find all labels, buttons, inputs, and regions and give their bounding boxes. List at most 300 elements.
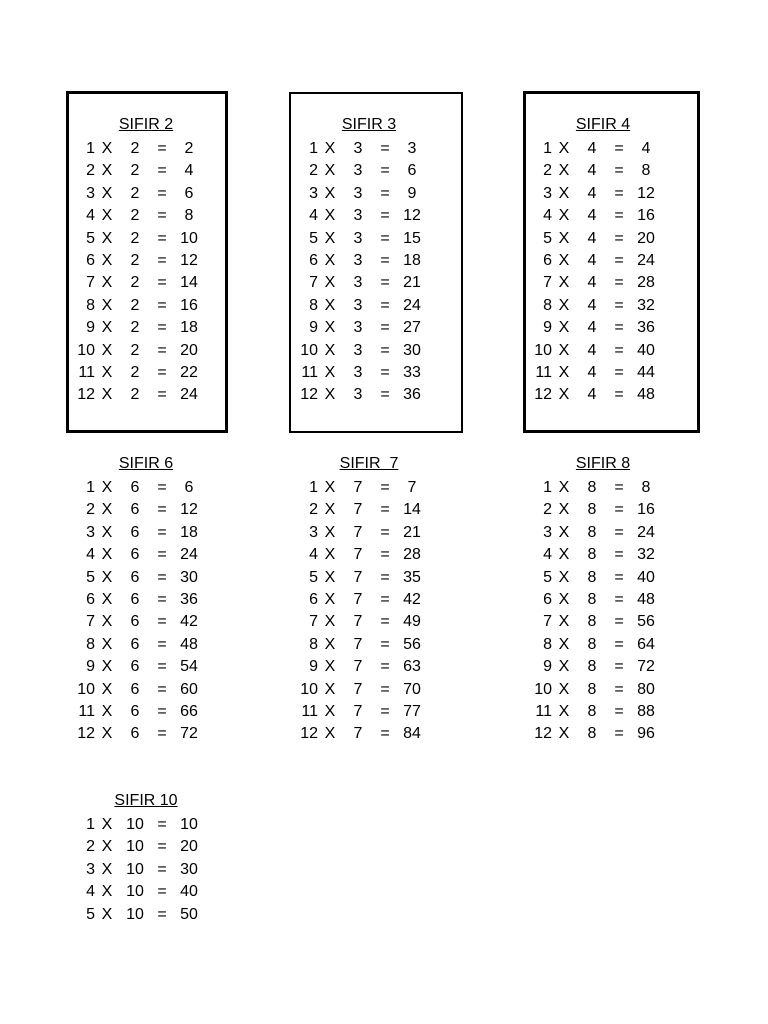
equals-sign: = xyxy=(614,162,624,180)
equals-sign: = xyxy=(157,140,167,157)
times-sign: X xyxy=(324,162,336,180)
times-sign: X xyxy=(101,140,113,157)
product-value: 28 xyxy=(403,546,421,564)
equals-sign: = xyxy=(614,207,624,225)
product-value: 40 xyxy=(637,568,655,586)
multiplier-number: 4 xyxy=(309,546,318,564)
table-factor: 6 xyxy=(130,479,140,496)
equals-sign: = xyxy=(157,274,167,292)
multiplier-number: 7 xyxy=(543,274,552,292)
multiplier-number: 3 xyxy=(86,860,95,878)
table-factor: 8 xyxy=(587,479,597,496)
table-factor: 8 xyxy=(587,568,597,586)
multiplier-number: 1 xyxy=(543,479,552,496)
product-value: 48 xyxy=(180,635,198,653)
product-value: 7 xyxy=(407,479,417,496)
product-value: 18 xyxy=(180,319,198,337)
equals-sign: = xyxy=(157,860,167,878)
multiplier-number: 6 xyxy=(543,591,552,608)
equals-sign: = xyxy=(157,883,167,901)
table-factor: 10 xyxy=(126,860,144,878)
table-row xyxy=(528,544,668,566)
product-value: 24 xyxy=(180,386,198,404)
product-value: 15 xyxy=(403,229,421,247)
multiplier-number: 9 xyxy=(309,658,318,676)
product-value: 22 xyxy=(180,364,198,381)
equals-sign: = xyxy=(614,568,624,586)
table-row xyxy=(294,477,434,499)
multiplier-number: 9 xyxy=(543,658,552,676)
equals-sign: = xyxy=(614,386,624,404)
table-factor: 7 xyxy=(353,479,363,496)
times-sign: X xyxy=(558,635,570,653)
product-value: 4 xyxy=(641,140,651,157)
table-factor: 3 xyxy=(353,296,363,314)
product-value: 36 xyxy=(180,591,198,608)
times-sign: X xyxy=(324,635,336,653)
multiplier-number: 4 xyxy=(86,546,95,564)
table-factor: 6 xyxy=(130,523,140,541)
product-value: 44 xyxy=(637,364,655,381)
equals-sign: = xyxy=(614,546,624,564)
multiplier-number: 5 xyxy=(86,229,95,247)
table-factor: 2 xyxy=(130,296,140,314)
multiplier-number: 2 xyxy=(309,162,318,180)
multiplier-number: 11 xyxy=(301,703,318,720)
table-factor: 4 xyxy=(587,319,597,337)
table-row xyxy=(71,522,211,544)
equals-sign: = xyxy=(380,140,390,157)
table-row xyxy=(528,340,668,362)
product-value: 24 xyxy=(637,252,655,269)
multiplier-number: 2 xyxy=(86,501,95,519)
table-factor: 3 xyxy=(353,140,363,157)
times-sign: X xyxy=(324,501,336,519)
product-value: 10 xyxy=(180,816,198,833)
multiplier-number: 3 xyxy=(543,184,552,202)
table-row xyxy=(71,272,211,294)
multiplier-number: 2 xyxy=(86,838,95,856)
times-sign: X xyxy=(558,725,570,743)
times-sign: X xyxy=(324,341,336,359)
equals-sign: = xyxy=(380,162,390,180)
multiplier-number: 4 xyxy=(543,546,552,564)
table-factor: 6 xyxy=(130,591,140,608)
times-sign: X xyxy=(558,319,570,337)
equals-sign: = xyxy=(157,296,167,314)
times-sign: X xyxy=(101,184,113,202)
equals-sign: = xyxy=(614,501,624,519)
multiplier-number: 6 xyxy=(86,252,95,269)
multiplier-number: 3 xyxy=(309,523,318,541)
equals-sign: = xyxy=(380,523,390,541)
table-factor: 4 xyxy=(587,184,597,202)
times-sign: X xyxy=(324,386,336,404)
equals-sign: = xyxy=(157,546,167,564)
multiplier-number: 12 xyxy=(534,386,552,404)
table-factor: 8 xyxy=(587,591,597,608)
table-factor: 3 xyxy=(353,184,363,202)
times-sign: X xyxy=(558,252,570,269)
table-factor: 2 xyxy=(130,319,140,337)
equals-sign: = xyxy=(157,162,167,180)
table-factor: 4 xyxy=(587,364,597,381)
table-row xyxy=(71,160,211,182)
product-value: 48 xyxy=(637,386,655,404)
product-value: 16 xyxy=(637,207,655,225)
table-title: SIFIR 7 xyxy=(339,455,399,472)
times-sign: X xyxy=(558,501,570,519)
equals-sign: = xyxy=(157,816,167,833)
table-row xyxy=(294,250,434,272)
table-row xyxy=(294,589,434,611)
table-factor: 6 xyxy=(130,635,140,653)
product-value: 18 xyxy=(180,523,198,541)
times-sign: X xyxy=(558,613,570,631)
times-sign: X xyxy=(101,386,113,404)
table-row xyxy=(528,589,668,611)
table-row xyxy=(294,499,434,521)
multiplier-number: 12 xyxy=(300,725,318,743)
table-row xyxy=(71,814,211,836)
table-factor: 6 xyxy=(130,568,140,586)
product-value: 42 xyxy=(180,613,198,631)
table-row xyxy=(71,295,211,317)
table-factor: 7 xyxy=(353,703,363,720)
table-factor: 8 xyxy=(587,613,597,631)
product-value: 36 xyxy=(637,319,655,337)
times-sign: X xyxy=(101,207,113,225)
table-row xyxy=(71,138,211,160)
table-row xyxy=(71,183,211,205)
product-value: 80 xyxy=(637,680,655,698)
equals-sign: = xyxy=(380,658,390,676)
multiplier-number: 4 xyxy=(543,207,552,225)
times-sign: X xyxy=(101,341,113,359)
multiplier-number: 8 xyxy=(309,635,318,653)
table-factor: 8 xyxy=(587,501,597,519)
times-sign: X xyxy=(558,364,570,381)
equals-sign: = xyxy=(614,274,624,292)
multiplier-number: 10 xyxy=(534,680,552,698)
product-value: 24 xyxy=(637,523,655,541)
times-sign: X xyxy=(324,680,336,698)
table-factor: 4 xyxy=(587,162,597,180)
table-factor: 3 xyxy=(353,274,363,292)
equals-sign: = xyxy=(157,479,167,496)
table-row xyxy=(528,522,668,544)
multiplier-number: 10 xyxy=(77,341,95,359)
product-value: 8 xyxy=(641,479,651,496)
equals-sign: = xyxy=(157,341,167,359)
multiplier-number: 3 xyxy=(86,184,95,202)
times-sign: X xyxy=(101,501,113,519)
product-value: 30 xyxy=(403,341,421,359)
product-value: 6 xyxy=(184,479,194,496)
product-value: 35 xyxy=(403,568,421,586)
table-factor: 8 xyxy=(587,523,597,541)
table-row xyxy=(71,701,211,723)
table-row xyxy=(528,205,668,227)
product-value: 3 xyxy=(407,140,417,157)
table-factor: 2 xyxy=(130,274,140,292)
product-value: 9 xyxy=(407,184,417,202)
product-value: 49 xyxy=(403,613,421,631)
multiplier-number: 5 xyxy=(543,568,552,586)
multiplier-number: 12 xyxy=(300,386,318,404)
table-row xyxy=(294,160,434,182)
equals-sign: = xyxy=(157,184,167,202)
table-row xyxy=(294,611,434,633)
multiplier-number: 8 xyxy=(309,296,318,314)
equals-sign: = xyxy=(157,591,167,608)
table-factor: 2 xyxy=(130,184,140,202)
times-sign: X xyxy=(558,479,570,496)
product-value: 54 xyxy=(180,658,198,676)
table-row xyxy=(528,183,668,205)
times-sign: X xyxy=(101,635,113,653)
times-sign: X xyxy=(324,140,336,157)
table-row xyxy=(294,634,434,656)
table-row xyxy=(294,295,434,317)
table-factor: 3 xyxy=(353,341,363,359)
product-value: 20 xyxy=(180,341,198,359)
table-row xyxy=(71,544,211,566)
table-factor: 3 xyxy=(353,364,363,381)
times-sign: X xyxy=(558,184,570,202)
table-factor: 3 xyxy=(353,386,363,404)
table-title: SIFIR 6 xyxy=(118,455,174,472)
product-value: 4 xyxy=(184,162,194,180)
table-factor: 3 xyxy=(353,319,363,337)
equals-sign: = xyxy=(380,319,390,337)
table-row xyxy=(528,295,668,317)
table-factor: 7 xyxy=(353,680,363,698)
equals-sign: = xyxy=(380,568,390,586)
table-row xyxy=(71,250,211,272)
table-factor: 2 xyxy=(130,162,140,180)
times-sign: X xyxy=(558,386,570,404)
times-sign: X xyxy=(101,546,113,564)
multiplier-number: 5 xyxy=(86,568,95,586)
multiplier-number: 8 xyxy=(86,296,95,314)
multiplier-number: 2 xyxy=(543,162,552,180)
table-factor: 6 xyxy=(130,658,140,676)
table-factor: 10 xyxy=(126,883,144,901)
product-value: 2 xyxy=(184,140,194,157)
product-value: 77 xyxy=(403,703,421,720)
table-factor: 2 xyxy=(130,252,140,269)
table-factor: 2 xyxy=(130,386,140,404)
table-factor: 7 xyxy=(353,635,363,653)
table-row xyxy=(71,205,211,227)
equals-sign: = xyxy=(380,207,390,225)
product-value: 36 xyxy=(403,386,421,404)
table-row xyxy=(294,679,434,701)
equals-sign: = xyxy=(157,680,167,698)
table-factor: 10 xyxy=(126,838,144,856)
product-value: 6 xyxy=(407,162,417,180)
equals-sign: = xyxy=(380,274,390,292)
product-value: 16 xyxy=(180,296,198,314)
multiplier-number: 12 xyxy=(77,386,95,404)
table-factor: 4 xyxy=(587,296,597,314)
table-row xyxy=(528,701,668,723)
product-value: 6 xyxy=(184,184,194,202)
table-row xyxy=(294,701,434,723)
times-sign: X xyxy=(101,364,113,381)
multiplier-number: 3 xyxy=(543,523,552,541)
equals-sign: = xyxy=(380,184,390,202)
product-value: 64 xyxy=(637,635,655,653)
table-row xyxy=(528,228,668,250)
product-value: 21 xyxy=(403,274,421,292)
table-factor: 8 xyxy=(587,546,597,564)
table-row xyxy=(528,634,668,656)
table-factor: 10 xyxy=(126,816,144,833)
table-factor: 8 xyxy=(587,635,597,653)
table-row xyxy=(294,228,434,250)
multiplier-number: 8 xyxy=(543,296,552,314)
times-sign: X xyxy=(324,184,336,202)
multiplier-number: 7 xyxy=(309,274,318,292)
times-sign: X xyxy=(101,725,113,743)
multiplier-number: 3 xyxy=(86,523,95,541)
times-sign: X xyxy=(324,546,336,564)
table-row xyxy=(528,679,668,701)
product-value: 72 xyxy=(180,725,198,743)
times-sign: X xyxy=(101,703,113,720)
table-factor: 8 xyxy=(587,658,597,676)
table-row xyxy=(71,634,211,656)
product-value: 88 xyxy=(637,703,655,720)
table-row xyxy=(71,881,211,903)
table-row xyxy=(71,567,211,589)
table-row xyxy=(71,656,211,678)
times-sign: X xyxy=(324,319,336,337)
multiplier-number: 3 xyxy=(309,184,318,202)
product-value: 42 xyxy=(403,591,421,608)
product-value: 12 xyxy=(637,184,655,202)
table-title: SIFIR 8 xyxy=(575,455,631,472)
table-factor: 7 xyxy=(353,658,363,676)
product-value: 60 xyxy=(180,680,198,698)
times-sign: X xyxy=(324,725,336,743)
product-value: 20 xyxy=(180,838,198,856)
table-factor: 4 xyxy=(587,341,597,359)
times-sign: X xyxy=(101,479,113,496)
table-row xyxy=(294,138,434,160)
product-value: 18 xyxy=(403,252,421,269)
table-row xyxy=(294,723,434,745)
equals-sign: = xyxy=(380,546,390,564)
table-row xyxy=(528,160,668,182)
table-row xyxy=(71,904,211,926)
table-row xyxy=(71,611,211,633)
table-row xyxy=(294,544,434,566)
times-sign: X xyxy=(101,613,113,631)
table-title: SIFIR 3 xyxy=(341,116,397,133)
equals-sign: = xyxy=(614,229,624,247)
table-row xyxy=(528,138,668,160)
product-value: 56 xyxy=(637,613,655,631)
times-sign: X xyxy=(324,658,336,676)
table-row xyxy=(294,522,434,544)
multiplier-number: 2 xyxy=(309,501,318,519)
table-row xyxy=(71,836,211,858)
multiplier-number: 10 xyxy=(534,341,552,359)
equals-sign: = xyxy=(614,296,624,314)
multiplier-number: 8 xyxy=(86,635,95,653)
table-factor: 7 xyxy=(353,501,363,519)
table-row xyxy=(294,567,434,589)
equals-sign: = xyxy=(614,635,624,653)
multiplier-number: 12 xyxy=(534,725,552,743)
table-factor: 6 xyxy=(130,546,140,564)
multiplier-number: 1 xyxy=(309,140,318,157)
equals-sign: = xyxy=(380,386,390,404)
times-sign: X xyxy=(101,568,113,586)
multiplier-number: 7 xyxy=(543,613,552,631)
product-value: 14 xyxy=(403,501,421,519)
table-factor: 4 xyxy=(587,229,597,247)
multiplier-number: 9 xyxy=(309,319,318,337)
table-row xyxy=(528,723,668,745)
times-sign: X xyxy=(101,162,113,180)
table-factor: 4 xyxy=(587,386,597,404)
table-row xyxy=(294,384,434,406)
equals-sign: = xyxy=(614,319,624,337)
equals-sign: = xyxy=(614,680,624,698)
times-sign: X xyxy=(101,296,113,314)
times-sign: X xyxy=(101,680,113,698)
table-factor: 8 xyxy=(587,703,597,720)
table-title: SIFIR 2 xyxy=(118,116,174,133)
equals-sign: = xyxy=(614,184,624,202)
equals-sign: = xyxy=(614,364,624,381)
multiplier-number: 11 xyxy=(78,364,95,381)
table-factor: 7 xyxy=(353,613,363,631)
times-sign: X xyxy=(101,883,113,901)
product-value: 72 xyxy=(637,658,655,676)
times-sign: X xyxy=(101,658,113,676)
equals-sign: = xyxy=(157,703,167,720)
table-row xyxy=(528,611,668,633)
multiplier-number: 11 xyxy=(301,364,318,381)
multiplier-number: 1 xyxy=(86,140,95,157)
table-title: SIFIR 4 xyxy=(575,116,631,133)
table-row xyxy=(294,340,434,362)
multiplier-number: 6 xyxy=(309,591,318,608)
times-sign: X xyxy=(558,546,570,564)
table-factor: 7 xyxy=(353,568,363,586)
product-value: 32 xyxy=(637,546,655,564)
equals-sign: = xyxy=(380,635,390,653)
times-sign: X xyxy=(101,860,113,878)
times-sign: X xyxy=(558,658,570,676)
times-sign: X xyxy=(101,816,113,833)
table-title: SIFIR 10 xyxy=(114,792,178,809)
times-sign: X xyxy=(324,479,336,496)
table-row xyxy=(71,228,211,250)
table-row xyxy=(528,317,668,339)
equals-sign: = xyxy=(380,229,390,247)
times-sign: X xyxy=(101,591,113,608)
multiplier-number: 8 xyxy=(543,635,552,653)
times-sign: X xyxy=(324,364,336,381)
multiplier-number: 1 xyxy=(543,140,552,157)
times-sign: X xyxy=(324,703,336,720)
